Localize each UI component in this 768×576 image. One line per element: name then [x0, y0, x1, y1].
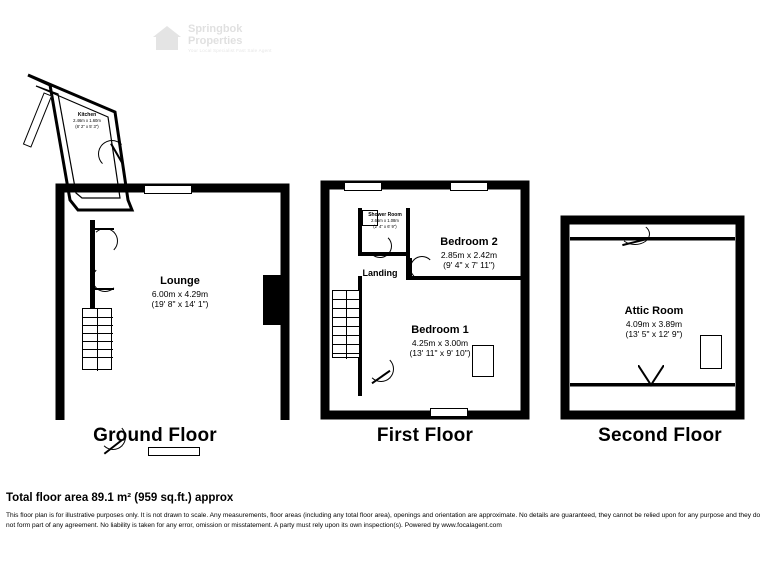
room-name: Shower Room	[368, 212, 402, 218]
first-stairs	[332, 290, 360, 358]
door-hall-lower-arc	[92, 266, 118, 292]
attic-fixture	[700, 335, 722, 369]
disclaimer-text: This floor plan is for illustrative purposes only. It is not drawn to scale. Any measurements, floor areas (including any total floor area), openings and orientation are approximate. No details are guaranteed, they cannot be relied upon for any purpose and they do not form part of any agreement. No liability is taken for any error, omission or misstatement. A party must rely upon its own inspection(s). Powered by www.focalagent.com	[6, 512, 761, 529]
window-first-bottom	[430, 408, 468, 417]
first-floor-title: First Floor	[376, 425, 474, 446]
room-metric: 2.85m x 2.42m	[440, 249, 498, 260]
watermark	[150, 18, 275, 60]
room-imperial: (2' 4" x 6' 9")	[373, 223, 397, 229]
room-metric: 2.46m x 1.60m	[73, 118, 101, 124]
second-floor-plan	[560, 215, 750, 420]
room-metric: 4.09m x 3.89m	[625, 318, 683, 329]
room-name: Bedroom 1	[411, 324, 469, 336]
window-first-top-right	[450, 182, 488, 191]
watermark-tagline: Your Local Specialist Fast Sale Agent	[188, 48, 272, 54]
room-label-landing	[348, 268, 412, 279]
room-metric: 2.65m x 1.08m	[371, 218, 399, 224]
room-imperial: (13' 5" x 12' 9")	[625, 329, 683, 340]
footer	[0, 470, 768, 531]
room-label-attic-room	[594, 305, 714, 340]
total-floor-area: Total floor area 89.1 m² (959 sq.ft.) approx	[6, 492, 234, 504]
rooflight-top-arc	[620, 223, 650, 245]
room-label-bedroom-1	[380, 324, 500, 359]
room-imperial: (9' 4" x 7' 11")	[443, 260, 495, 271]
room-name: Kitchen	[77, 112, 97, 118]
room-imperial: (8' 2" x 5' 3")	[75, 123, 99, 129]
room-label-lounge	[120, 275, 240, 310]
room-label-bedroom-2	[416, 236, 522, 271]
door-shower-arc	[368, 234, 392, 258]
ground-floor-plan	[20, 60, 290, 420]
watermark-brand: Springbok	[188, 23, 243, 36]
door-bedroom1-arc	[368, 356, 394, 382]
ground-stairs	[82, 308, 112, 370]
room-imperial: (19' 8" x 14' 1")	[151, 299, 209, 310]
room-metric: 6.00m x 4.29m	[151, 288, 209, 299]
door-hall-upper-arc	[92, 228, 118, 254]
first-floor-plan	[320, 180, 530, 420]
room-label-kitchen	[52, 112, 122, 129]
room-name: Bedroom 2	[440, 236, 498, 248]
eaves-top	[570, 237, 735, 241]
room-name: Attic Room	[624, 305, 684, 317]
chimney-breast	[263, 275, 281, 325]
room-name: Lounge	[160, 275, 200, 287]
attic-access-marker	[638, 365, 664, 387]
window-ground-top	[144, 185, 192, 194]
window-ground-bottom	[148, 447, 200, 456]
watermark-brand-2: Properties	[188, 34, 243, 47]
window-first-top-left	[344, 182, 382, 191]
room-label-shower-room	[358, 212, 412, 229]
door-kitchen-arc	[98, 140, 126, 168]
house-icon	[150, 24, 184, 54]
room-name: Landing	[362, 268, 398, 278]
second-floor-title: Second Floor	[598, 425, 722, 446]
ground-floor-title: Ground Floor	[93, 425, 217, 446]
room-metric: 4.25m x 3.00m	[411, 337, 469, 348]
room-imperial: (13' 11" x 9' 10")	[409, 348, 471, 359]
